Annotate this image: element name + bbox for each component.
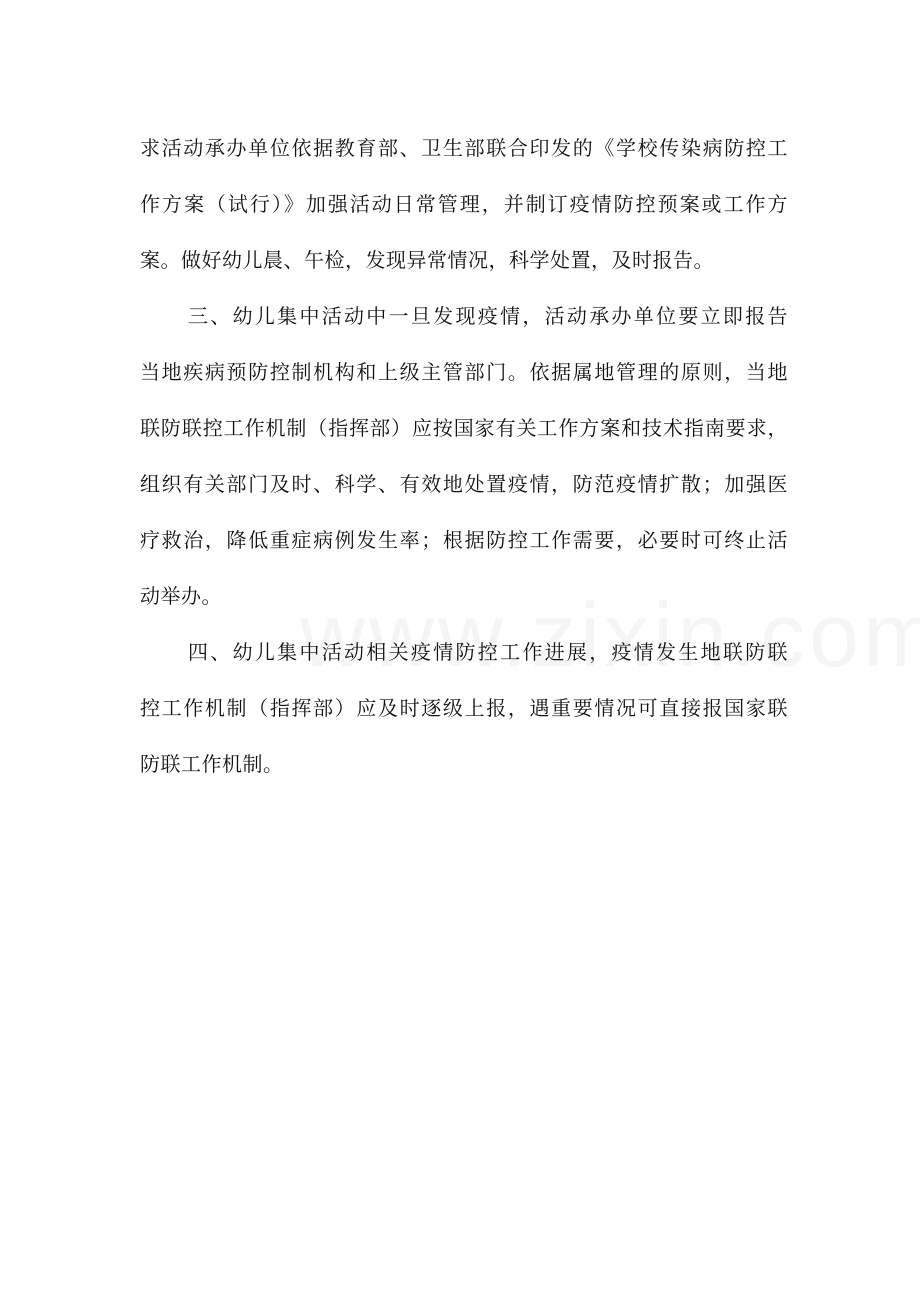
text-line: 疗救治，降低重症病例发生率；根据防控工作需要，必要时可终止活 bbox=[140, 528, 788, 552]
document-body bbox=[140, 120, 788, 792]
text-line: 动举办。 bbox=[140, 584, 222, 608]
text-line: 三、幼儿集中活动中一旦发现疫情，活动承办单位要立即报告 bbox=[188, 304, 788, 328]
text-line: 当地疾病预防控制机构和上级主管部门。依据属地管理的原则，当地 bbox=[140, 360, 788, 384]
text-line: 联防联控工作机制（指挥部）应按国家有关工作方案和技术指南要求， bbox=[140, 416, 788, 440]
paragraph-2 bbox=[140, 288, 788, 624]
paragraph-1 bbox=[140, 120, 788, 288]
text-line: 案。做好幼儿晨、午检，发现异常情况，科学处置，及时报告。 bbox=[140, 248, 714, 272]
paragraph-3 bbox=[140, 624, 788, 792]
text-line: 控工作机制（指挥部）应及时逐级上报，遇重要情况可直接报国家联 bbox=[140, 696, 788, 720]
text-line: 作方案（试行）》加强活动日常管理，并制订疫情防控预案或工作方 bbox=[140, 192, 788, 216]
text-line: 求活动承办单位依据教育部、卫生部联合印发的《学校传染病防控工 bbox=[140, 136, 788, 160]
text-line: 组织有关部门及时、科学、有效地处置疫情，防范疫情扩散；加强医 bbox=[140, 472, 788, 496]
text-line: 防联工作机制。 bbox=[140, 752, 284, 776]
text-line: 四、幼儿集中活动相关疫情防控工作进展，疫情发生地联防联 bbox=[188, 640, 788, 664]
